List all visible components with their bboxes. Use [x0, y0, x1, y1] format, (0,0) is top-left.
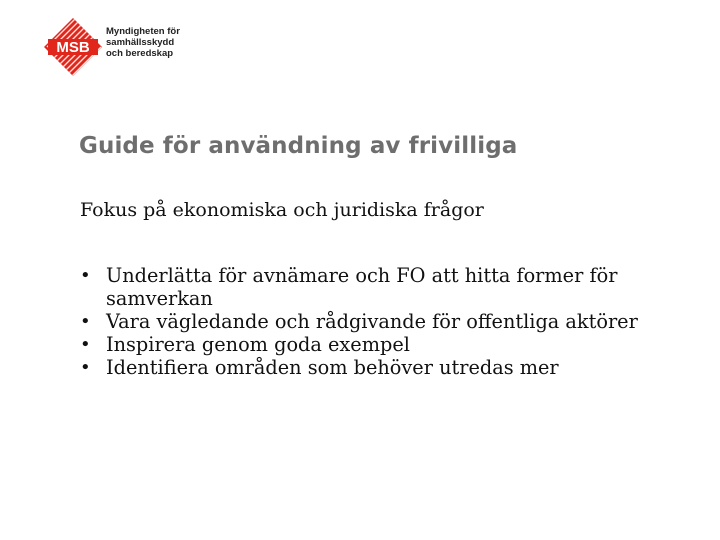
logo-line-2: samhällsskydd: [106, 37, 175, 48]
bullet-item: [80, 310, 680, 333]
bullet-text: Inspirera genom goda exempel: [106, 333, 410, 356]
slide-subtitle: Fokus på ekonomiska och juridiska frågor: [80, 199, 484, 221]
bullet-marker: •: [80, 334, 91, 355]
bullet-item: [80, 356, 680, 379]
bullet-item: [80, 333, 680, 356]
bullet-text: Underlätta för avnämare och FO att hitta former för samverkan: [106, 264, 618, 310]
logo-wordmark: [106, 26, 180, 59]
bullet-text: Vara vägledande och rådgivande för offentliga aktörer: [106, 310, 638, 333]
msb-logo-mark-icon: [43, 17, 103, 77]
bullet-marker: •: [80, 357, 91, 378]
msb-logo: [40, 17, 200, 79]
bullet-marker: •: [80, 265, 91, 286]
bullet-text: Identifiera områden som behöver utredas mer: [106, 356, 559, 379]
bullet-marker: •: [80, 311, 91, 332]
logo-mark-text: MSB: [56, 39, 90, 56]
logo-line-3: och beredskap: [106, 48, 174, 59]
slide-title: Guide för användning av frivilliga: [79, 133, 518, 159]
logo-line-1: Myndigheten för: [106, 26, 180, 37]
bullet-item: [80, 264, 680, 310]
bullet-list: [80, 264, 680, 379]
